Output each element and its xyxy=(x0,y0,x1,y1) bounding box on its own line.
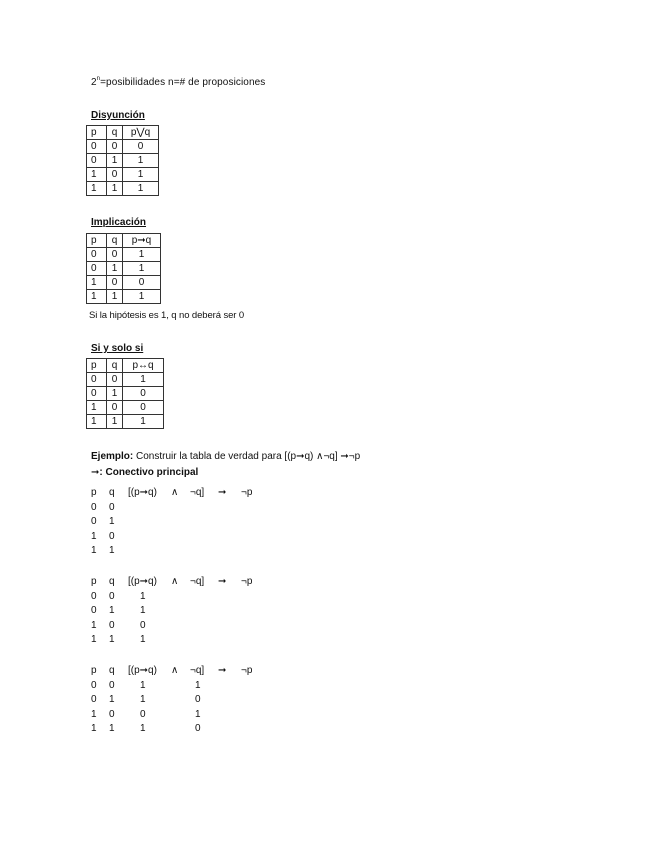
table-row xyxy=(87,182,159,196)
step-header-cell: ¬p xyxy=(241,576,253,587)
step-cell: 1 xyxy=(91,619,97,631)
step-cell: 0 xyxy=(91,590,97,602)
table-cell: 0 xyxy=(107,140,123,154)
disyuncion-title: Disyunción xyxy=(91,110,145,121)
step-cell: 1 xyxy=(91,723,97,734)
table-cell: 0 xyxy=(87,387,107,401)
step-cell: 1 xyxy=(195,708,201,720)
table-cell: 1 xyxy=(123,248,161,262)
step-header-cell: [(p➞q) xyxy=(128,487,157,498)
bicondicional-title: Si y solo si xyxy=(91,343,144,354)
header-cell: p⋁q xyxy=(123,126,159,140)
header-cell: p↔q xyxy=(123,359,164,373)
ejemplo-text: Construir la tabla de verdad para [(p➞q) ∧¬q] ➞¬p xyxy=(133,451,361,462)
table-cell: 1 xyxy=(107,290,123,304)
table-cell: 1 xyxy=(123,373,164,387)
table-header-row xyxy=(87,359,164,373)
step-cell: 1 xyxy=(140,634,146,645)
step-cell: 1 xyxy=(91,545,97,556)
step-cell: 1 xyxy=(91,530,97,542)
step-cell: 1 xyxy=(140,723,146,734)
step-cell: 1 xyxy=(140,679,146,691)
step-cell: 0 xyxy=(91,694,97,705)
step-header-cell: q xyxy=(109,665,115,676)
step-cell: 0 xyxy=(140,708,146,720)
table-cell: 0 xyxy=(87,154,107,168)
step-cell: 0 xyxy=(109,501,115,513)
table-row xyxy=(87,248,161,262)
table-row xyxy=(87,276,161,290)
table-row xyxy=(87,140,159,154)
table-cell: 0 xyxy=(123,387,164,401)
intro-exponent: n xyxy=(96,76,101,82)
table-row xyxy=(87,415,164,429)
step-cell: 1 xyxy=(109,694,115,705)
step-cell: 1 xyxy=(195,679,201,691)
step-cell: 1 xyxy=(140,590,146,602)
step-cell: 0 xyxy=(109,708,115,720)
step-cell: 0 xyxy=(91,516,97,527)
table-cell: 0 xyxy=(107,401,123,415)
table-cell: 1 xyxy=(107,182,123,196)
step-header-cell: ¬p xyxy=(241,487,253,498)
table-row xyxy=(87,154,159,168)
step-cell: 0 xyxy=(195,694,201,705)
table-cell: 0 xyxy=(87,262,107,276)
step-cell: 1 xyxy=(109,634,115,645)
table-cell: 0 xyxy=(87,248,107,262)
table-cell: 1 xyxy=(87,415,107,429)
table-cell: 0 xyxy=(87,373,107,387)
step-header-cell: ¬q] xyxy=(190,576,205,587)
step-cell: 0 xyxy=(109,590,115,602)
header-cell: p xyxy=(87,234,107,248)
table-cell: 1 xyxy=(123,168,159,182)
disyuncion-table xyxy=(86,125,159,196)
step-header-cell: ∧ xyxy=(171,487,179,498)
step-cell: 0 xyxy=(109,679,115,691)
step-cell: 0 xyxy=(109,619,115,631)
header-cell: p xyxy=(87,359,107,373)
step-header-cell: ➞ xyxy=(218,665,227,676)
conectivo-label: : Conectivo principal xyxy=(99,467,199,478)
step-cell: 1 xyxy=(109,723,115,734)
step-cell: 1 xyxy=(91,708,97,720)
step-header-cell: [(p➞q) xyxy=(128,665,157,676)
step-header-cell: ¬p xyxy=(241,665,253,676)
table-cell: 0 xyxy=(123,140,159,154)
table-cell: 1 xyxy=(87,182,107,196)
table-cell: 0 xyxy=(107,373,123,387)
step-header-cell: p xyxy=(91,665,97,676)
step-cell: 1 xyxy=(140,605,146,616)
table-row xyxy=(87,168,159,182)
table-cell: 1 xyxy=(87,401,107,415)
intro-text: =posibilidades n=# de proposiciones xyxy=(100,77,266,88)
table-cell: 1 xyxy=(87,168,107,182)
table-cell: 1 xyxy=(107,154,123,168)
step-header-cell: ∧ xyxy=(171,665,179,676)
table-cell: 1 xyxy=(87,290,107,304)
header-cell: q xyxy=(107,126,123,140)
table-row xyxy=(87,387,164,401)
step-header-cell: p xyxy=(91,487,97,498)
table-cell: 1 xyxy=(123,182,159,196)
table-cell: 0 xyxy=(107,168,123,182)
table-cell: 1 xyxy=(107,262,123,276)
table-cell: 1 xyxy=(87,276,107,290)
table-header-row xyxy=(87,126,159,140)
step-cell: 0 xyxy=(109,530,115,542)
step-header-cell: q xyxy=(109,487,115,498)
bicondicional-table xyxy=(86,358,164,429)
table-cell: 0 xyxy=(123,401,164,415)
step-header-cell: [(p➞q) xyxy=(128,576,157,587)
table-cell: 1 xyxy=(107,387,123,401)
ejemplo-label: Ejemplo: xyxy=(91,451,134,462)
table-cell: 0 xyxy=(107,276,123,290)
header-cell: p➞q xyxy=(123,234,161,248)
header-cell: q xyxy=(107,359,123,373)
step-cell: 1 xyxy=(109,545,115,556)
step-header-cell: q xyxy=(109,576,115,587)
step-cell: 1 xyxy=(91,634,97,645)
intro-base: 2 xyxy=(91,77,97,88)
step-header-cell: ¬q] xyxy=(190,665,205,676)
step-cell: 0 xyxy=(195,723,201,734)
step-header-cell: ¬q] xyxy=(190,487,205,498)
table-cell: 1 xyxy=(123,262,161,276)
step-cell: 1 xyxy=(109,516,115,527)
header-cell: p xyxy=(87,126,107,140)
table-row xyxy=(87,290,161,304)
intro-line xyxy=(91,76,265,88)
step-cell: 1 xyxy=(109,605,115,616)
table-cell: 1 xyxy=(123,154,159,168)
conectivo-line xyxy=(91,467,198,478)
table-cell: 1 xyxy=(107,415,123,429)
step-cell: 0 xyxy=(140,619,146,631)
implicacion-title: Implicación xyxy=(91,217,147,228)
step-cell: 0 xyxy=(91,501,97,513)
table-cell: 0 xyxy=(107,248,123,262)
arrow-icon: ➞ xyxy=(91,467,100,478)
header-cell: q xyxy=(107,234,123,248)
table-row xyxy=(87,401,164,415)
table-row xyxy=(87,262,161,276)
step-header-cell: ∧ xyxy=(171,576,179,587)
ejemplo-line xyxy=(91,451,360,462)
table-row xyxy=(87,373,164,387)
implicacion-note: Si la hipótesis es 1, q no deberá ser 0 xyxy=(89,310,245,321)
step-cell: 0 xyxy=(91,605,97,616)
step-cell: 1 xyxy=(140,694,146,705)
implicacion-table xyxy=(86,233,161,304)
step-header-cell: p xyxy=(91,576,97,587)
table-cell: 1 xyxy=(123,290,161,304)
step-header-cell: ➞ xyxy=(218,487,227,498)
step-header-cell: ➞ xyxy=(218,576,227,587)
table-cell: 1 xyxy=(123,415,164,429)
table-cell: 0 xyxy=(87,140,107,154)
table-header-row xyxy=(87,234,161,248)
table-cell: 0 xyxy=(123,276,161,290)
step-cell: 0 xyxy=(91,679,97,691)
